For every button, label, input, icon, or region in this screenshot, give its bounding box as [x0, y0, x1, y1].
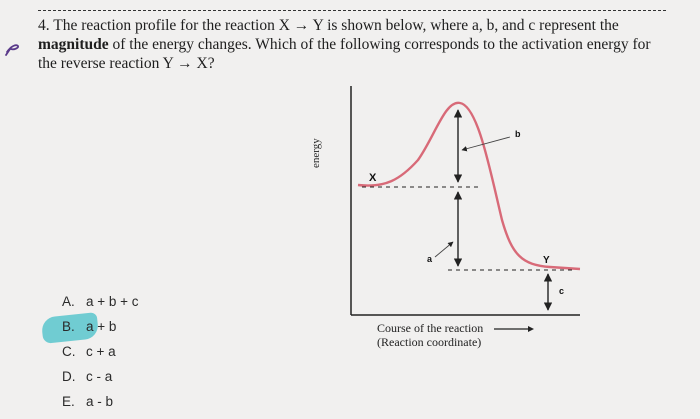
pen-mark-icon — [4, 40, 26, 58]
choice-e[interactable] — [62, 393, 139, 418]
choice-letter: C. — [62, 344, 76, 359]
choice-d[interactable] — [62, 368, 139, 393]
label-x: X — [369, 172, 377, 184]
reaction-curve — [358, 103, 580, 269]
label-b: b — [515, 129, 521, 139]
answer-choices — [62, 293, 139, 418]
arrow-right-icon — [492, 324, 536, 334]
question-line-2: of the energy changes. Which of the following corresponds to the activation energy for — [108, 36, 651, 53]
question-line-3: the reverse reaction Y → X? — [38, 55, 215, 72]
question-number: 4. — [38, 17, 50, 34]
question-line-1: The reaction profile for the reaction X → Y is shown below, where a, b, and c represent the — [53, 17, 619, 34]
x-caption-line-1: Course of the reaction — [377, 321, 484, 335]
choice-letter: E. — [62, 394, 75, 409]
question-text — [38, 16, 678, 73]
top-divider — [38, 10, 666, 11]
choice-text: a - b — [86, 394, 114, 409]
choice-text: a + b + c — [86, 294, 139, 309]
leader-a — [435, 242, 453, 257]
choice-letter: D. — [62, 369, 76, 384]
choice-b[interactable] — [62, 318, 139, 343]
label-c: c — [559, 286, 565, 296]
y-axis-label: energy — [310, 138, 322, 168]
choice-text: c - a — [86, 369, 113, 384]
label-y: Y — [543, 255, 550, 266]
leader-b — [462, 137, 510, 150]
choice-letter: B. — [62, 319, 75, 334]
choice-c[interactable] — [62, 343, 139, 368]
choice-text: a + b — [86, 319, 117, 334]
choice-a[interactable] — [62, 293, 139, 318]
choice-letter: A. — [62, 294, 75, 309]
choice-text: c + a — [86, 344, 116, 359]
x-caption-line-2: (Reaction coordinate) — [377, 335, 482, 349]
label-a: a — [427, 254, 433, 264]
x-axis-caption — [377, 321, 536, 349]
question-bold-word: magnitude — [38, 36, 109, 53]
